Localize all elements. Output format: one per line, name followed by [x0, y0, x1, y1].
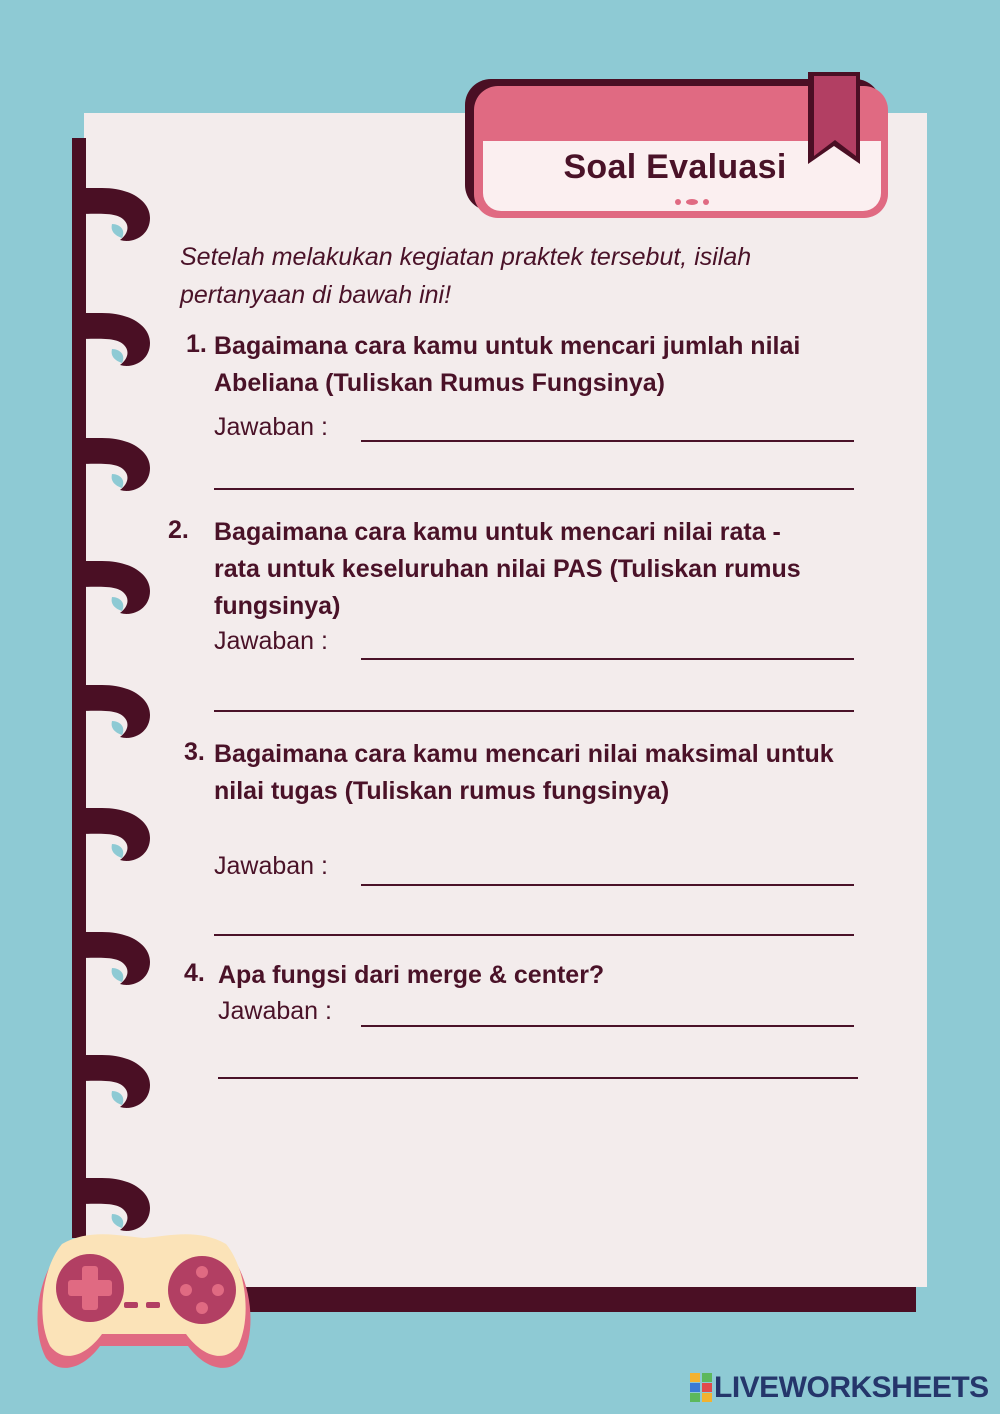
answer-line[interactable]: [214, 934, 854, 936]
answer-label: Jawaban :: [214, 852, 328, 880]
spiral-ring-icon: [72, 430, 152, 500]
instructions: Setelah melakukan kegiatan praktek tersebut, isilah pertanyaan di bawah ini!: [180, 243, 752, 309]
spiral-ring-icon: [72, 924, 152, 994]
answer-line[interactable]: [214, 710, 854, 712]
liveworksheets-logo-icon: [690, 1373, 712, 1403]
question-text: Bagaimana cara kamu mencari nilai maksimal untuk nilai tugas (Tuliskan rumus fungsinya): [214, 740, 834, 805]
game-controller-icon: [28, 1218, 260, 1378]
spiral-ring-icon: [72, 677, 152, 747]
question-text: Bagaimana cara kamu untuk mencari jumlah nilai Abeliana (Tuliskan Rumus Fungsinya): [214, 332, 801, 397]
spiral-ring-icon: [72, 800, 152, 870]
footer-brand: [690, 1371, 989, 1405]
answer-line[interactable]: [361, 884, 854, 886]
title-dots-icon: [672, 197, 712, 207]
answer-line[interactable]: [361, 1025, 854, 1027]
answer-label: Jawaban :: [214, 627, 328, 655]
answer-label: Jawaban :: [214, 413, 328, 441]
page-title: Soal Evaluasi: [563, 148, 787, 186]
question-number: 2.: [168, 516, 189, 544]
spiral-ring-icon: [72, 180, 152, 250]
spiral-ring-icon: [72, 553, 152, 623]
answer-line[interactable]: [214, 488, 854, 490]
question-text: Apa fungsi dari merge & center?: [218, 961, 605, 989]
spiral-ring-icon: [72, 305, 152, 375]
answer-line[interactable]: [361, 658, 854, 660]
spiral-ring-icon: [72, 1047, 152, 1117]
question-number: 3.: [184, 738, 205, 766]
footer-brand-text: LIVEWORKSHEETS: [714, 1371, 989, 1404]
answer-line[interactable]: [361, 440, 854, 442]
bookmark-icon: [806, 72, 862, 168]
answer-label: Jawaban :: [218, 997, 332, 1025]
question-number: 4.: [184, 959, 205, 987]
question-text: Bagaimana cara kamu untuk mencari nilai rata - rata untuk keseluruhan nilai PAS (Tuliskan rumus fungsinya): [214, 518, 801, 620]
answer-line[interactable]: [218, 1077, 858, 1079]
question-number: 1.: [186, 330, 207, 358]
